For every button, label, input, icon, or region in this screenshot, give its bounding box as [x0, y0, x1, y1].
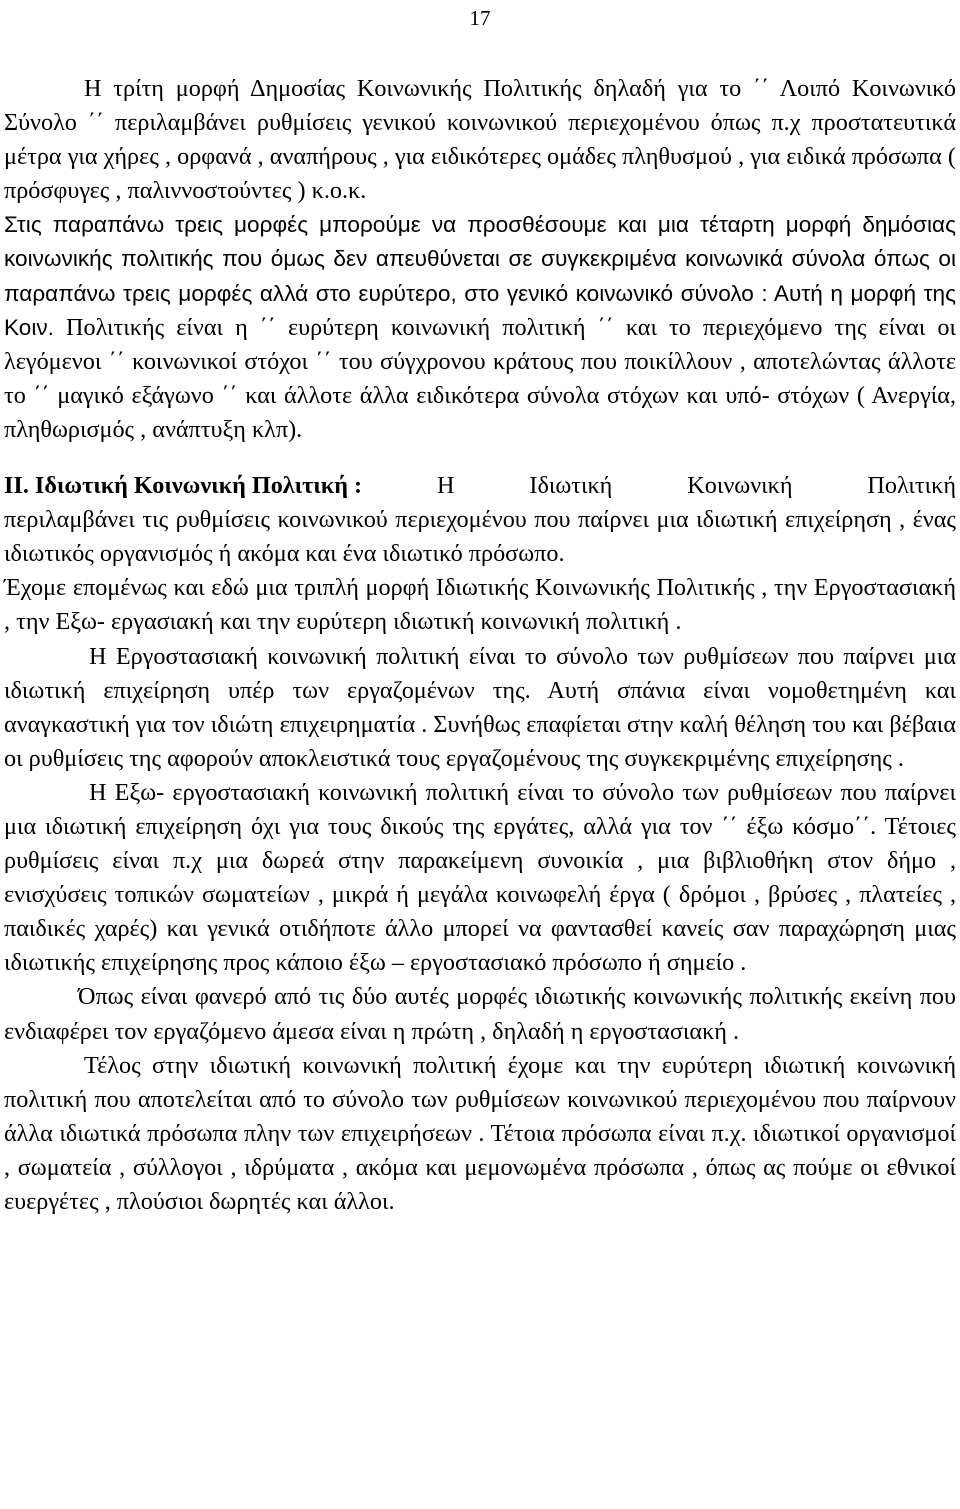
paragraph-fourth-form [4, 208, 956, 447]
heading-word-4: Πολιτική [867, 472, 956, 500]
document-body [4, 72, 956, 1219]
paragraph-broader-private-policy: Τέλος στην ιδιωτική κοινωνική πολιτική έχομε και την ευρύτερη ιδιωτική κοινωνική πολιτική που αποτελείται από το σύνολο των ρυθμίσεων κοινωνικού περιεχομένου που παίρνουν άλλα ιδιωτικά πρόσωπα πλην των επιχειρήσεων . Τέτοια πρόσωπα είναι π.χ. ιδιωτικοί οργανισμοί , σωματεία , σύλλογοι , ιδρύματα , ακόμα και μεμονωμένα πρόσωπα , όπως ας πούμε οι εθνικοί ευεργέτες , πλούσιοι δωρητές και άλλοι. [4, 1051, 956, 1215]
heading-word-2: Ιδιωτική [529, 472, 613, 500]
paragraph-fourth-form-sans: Στις παραπάνω τρεις μορφές μπορούμε να προσθέσουμε και μια τέταρτη μορφή δημόσιας κοινωνικής πολιτικής που όμως δεν απευθύνεται σε συγκεκριμένα κοινωνικά σύνολα όπως οι παραπάνω τρεις μορφές αλλά στο ευρύτερο, στο γενικό κοινωνικό σύνολο : Αυτή η μορφή της Κοιν. [4, 212, 956, 340]
paragraph-private-definition: περιλαμβάνει τις ρυθμίσεις κοινωνικού περιεχομένου που παίρνει μια ιδιωτική επιχείρηση , ένας ιδιωτικός οργανισμός ή ακόμα και ένα ιδιωτικό πρόσωπο. [4, 506, 956, 568]
page-number: 17 [469, 6, 491, 30]
paragraph-triple-form: Έχομε επομένως και εδώ μια τριπλή μορφή Ιδιωτικής Κοινωνικής Πολιτικής , την Εργοστασιακή , την Εξω- εργασιακή και την ευρύτερη ιδιωτική κοινωνική πολιτική . [4, 574, 956, 636]
paragraph-external-policy: Η Εξω- εργοστασιακή κοινωνική πολιτική είναι το σύνολο των ρυθμίσεων που παίρνει μια ιδιωτική επιχείρηση όχι για τους δικούς της εργάτες, αλλά για τον ΄΄ έξω κόσμο΄΄. Τέτοιες ρυθμίσεις είναι π.χ μια δωρεά στην παρακείμενη συνοικία , μια βιβλιοθήκη στον δήμο , ενισχύσεις τοπικών σωματείων , μικρά ή μεγάλα κοινωφελή έργα ( δρόμοι , βρύσες , πλατείες , παιδικές χαρές) και γενικά οτιδήποτε άλλο μπορεί να φαντασθεί κανείς σαν παραχώρηση μιας ιδιωτικής επιχείρησης προς κάποιο έξω – εργοστασιακό πρόσωπο ή σημείο . [4, 778, 956, 977]
paragraph-factory-policy: Η Εργοστασιακή κοινωνική πολιτική είναι το σύνολο των ρυθμίσεων που παίρνει μια ιδιωτική επιχείρηση υπέρ των εργαζομένων της. Αυτή σπάνια είναι νομοθετημένη και αναγκαστική για τον ιδιώτη επιχειρηματία . Συνήθως επαφίεται στην καλή θέληση του και βέβαια οι ρυθμίσεις της αφορούν αποκλειστικά τους εργαζομένους της συγκεκριμένης επιχείρησης . [4, 642, 956, 772]
paragraph-comparison: Όπως είναι φανερό από τις δύο αυτές μορφές ιδιωτικής κοινωνικής πολιτικής εκείνη που ενδιαφέρει τον εργαζόμενο άμεσα είναι η πρώτη , δηλαδή η εργοστασιακή . [4, 983, 956, 1045]
paragraph-fourth-form-serif: Πολιτικής είναι η ΄΄ ευρύτερη κοινωνική πολιτική ΄΄ και το περιεχόμενο της είναι οι λεγόμενοι ΄΄ κοινωνικοί στόχοι ΄΄ του σύγχρονου κράτους που ποικίλλουν , αποτελώντας άλλοτε το ΄΄ μαγικό εξάγωνο ΄΄ και άλλοτε άλλα ειδικότερα σύνολα στόχων και υπό- στόχων ( Ανεργία, πληθωρισμός , ανάπτυξη κλπ). [4, 313, 956, 443]
heading-word-3: Κοινωνική [687, 472, 793, 500]
heading-word-1: Η [437, 472, 455, 500]
paragraph-third-form: Η τρίτη μορφή Δημοσίας Κοινωνικής Πολιτικής δηλαδή για το ΄΄ Λοιπό Κοινωνικό Σύνολο ΄΄ περιλαμβάνει ρυθμίσεις γενικού κοινωνικού περιεχομένου όπως π.χ προστατευτικά μέτρα για χήρες , ορφανά , αναπήρους , για ειδικότερες ομάδες πληθυσμού , για ειδικά πρόσωπα ( πρόσφυγες , παλιννοστούντες ) κ.ο.κ. [4, 75, 956, 205]
section-heading-private-social-policy [4, 469, 956, 503]
section-heading-label: ΙΙ. Ιδιωτική Κοινωνική Πολιτική : [4, 472, 363, 500]
